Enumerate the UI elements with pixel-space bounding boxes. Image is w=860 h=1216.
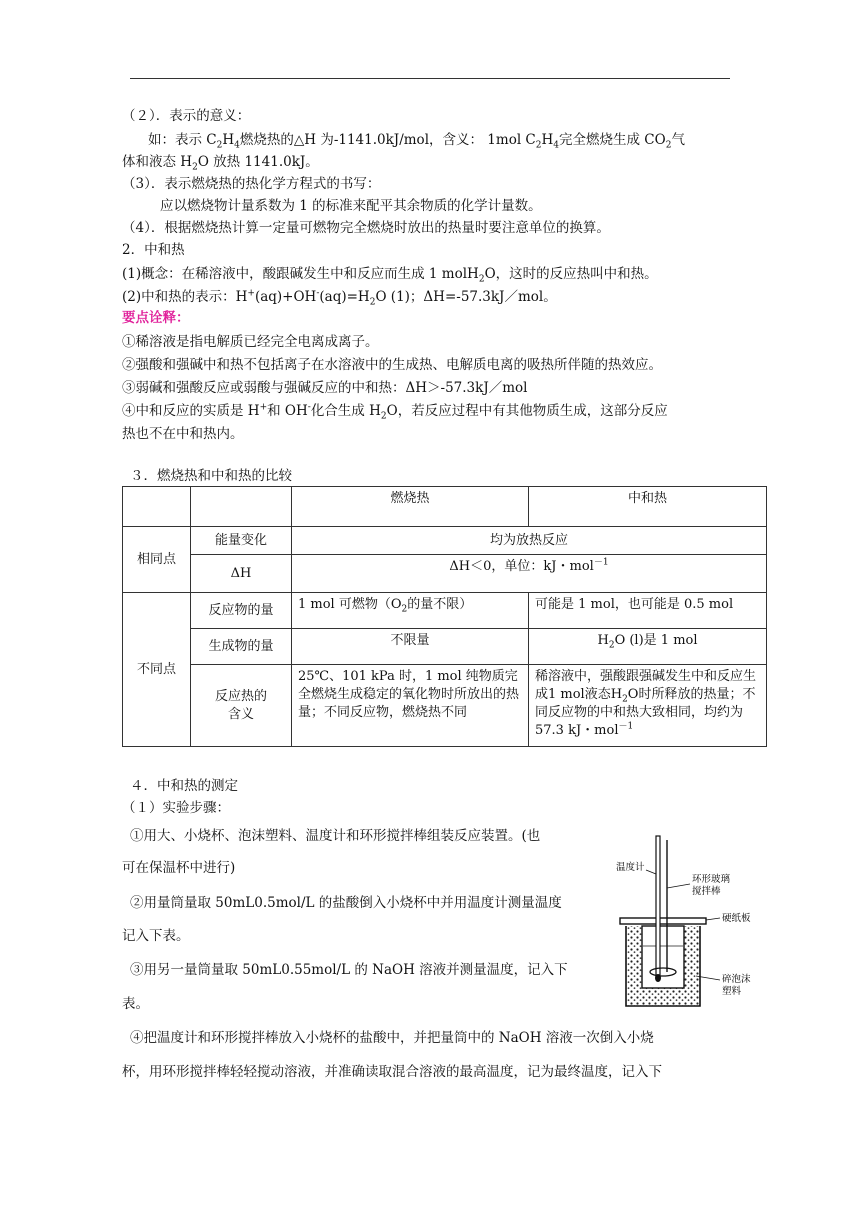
step-2: ②用量筒量取 50mL0.5mol/L 的盐酸倒入小烧杯中并用温度计测量温度 [130, 895, 562, 911]
reactant-label: 反应物的量 [191, 593, 292, 629]
label-stirrer: 环形玻璃搅拌棒 [692, 874, 731, 897]
product-neutral: $H_2O$ (l)是 1 mol [529, 629, 767, 665]
section2-example-line2: 体和液态 $H_2O$ 放热 1141.0kJ。 [122, 154, 319, 173]
comparison-table [122, 486, 767, 747]
label-board: 硬纸板 [722, 913, 751, 924]
step-1: ①用大、小烧杯、泡沫塑料、温度计和环形搅拌棒组装反应装置。(也 [130, 828, 541, 844]
dh-value: ΔH＜0，单位：kJ・mol$^{-1}$ [292, 555, 767, 593]
step-2-line2: 记入下表。 [122, 928, 190, 944]
meaning-neutral: 稀溶液中，强酸跟强碱发生中和反应生成1 mol液态$H_2O$时所释放的热量；不同反应物的中和热大致相同，均约为 57.3 kJ・mol$^{-1}$ [529, 665, 767, 747]
diff-label: 不同点 [123, 593, 191, 747]
key-point-4: ④中和反应的实质是 H+和 OH-化合生成 $H_2O$，若反应过程中有其他物质生成，这部分反应 [122, 402, 668, 422]
table-row [123, 555, 767, 593]
header-combustion: 燃烧热 [292, 487, 529, 527]
compare-heading: ３．燃烧热和中和热的比较 [130, 468, 292, 484]
section2-title: （２）．表示的意义： [122, 108, 251, 124]
table-row [123, 527, 767, 555]
header-neutral: 中和热 [529, 487, 767, 527]
section2-example: 如：表示 $C_2H_4$燃烧热的△H 为-1141.0kJ/mol，含义： 1mol $C_2H_4$完全燃烧生成 $CO_2$气 [148, 132, 685, 151]
table-header-row [123, 487, 767, 527]
calorimeter-figure [612, 834, 762, 1010]
same-label: 相同点 [123, 527, 191, 593]
section3-body: 应以燃烧物计量系数为 1 的标准来配平其余物质的化学计量数。 [160, 198, 542, 214]
neutral-expression: (2)中和热的表示：$H^+(aq)+OH^-(aq)=H_2O$ (1)；ΔH=-57.3kJ／mol。 [122, 288, 557, 308]
key-points-title: 要点诠释： [122, 310, 190, 326]
step-3: ③用另一量筒量取 50mL0.55mol/L 的 NaOH 溶液并测量温度，记入下 [130, 962, 568, 978]
step-1-line2: 可在保温杯中进行) [122, 860, 236, 876]
small-beaker [642, 926, 684, 988]
label-thermometer: 温度计 [616, 862, 645, 873]
energy-change-label: 能量变化 [191, 527, 292, 555]
step-3-line2: 表。 [122, 996, 149, 1012]
product-combustion: 不限量 [292, 629, 529, 665]
meaning-combustion: 25℃、101 kPa 时，1 mol 纯物质完全燃烧生成稳定的氧化物时所放出的热量；不同反应物，燃烧热不同 [292, 665, 529, 747]
meaning-label: 反应热的 含义 [191, 665, 292, 747]
step-4: ④把温度计和环形搅拌棒放入小烧杯的盐酸中，并把量筒中的 NaOH 溶液一次倒入小烧 [130, 1030, 654, 1046]
table-row [123, 629, 767, 665]
key-point-4-line2: 热也不在中和热内。 [122, 426, 244, 442]
reactant-neutral: 可能是 1 mol，也可能是 0.5 mol [529, 593, 767, 629]
steps-title: （１）实验步骤： [122, 800, 230, 816]
reactant-combustion: 1 mol 可燃物（$O_2$的量不限） [292, 593, 529, 629]
key-point-1: ①稀溶液是指电解质已经完全电离成离子。 [122, 334, 379, 350]
product-label: 生成物的量 [191, 629, 292, 665]
key-point-2: ②强酸和强碱中和热不包括离子在水溶液中的生成热、电解质电离的吸热所伴随的热效应。 [122, 357, 662, 373]
measure-heading: ４．中和热的测定 [130, 778, 238, 794]
section4-text: （4）．根据燃烧热计算一定量可燃物完全燃烧时放出的热量时要注意单位的换算。 [122, 220, 610, 236]
table-corner-cell [191, 487, 292, 527]
step-4-line2: 杯，用环形搅拌棒轻轻搅动溶液，并准确读取混合溶液的最高温度，记为最终温度，记入下 [122, 1064, 662, 1080]
cardboard-lid [620, 918, 706, 924]
thermometer-icon [656, 836, 660, 976]
neutral-concept: (1)概念：在稀溶液中，酸跟碱发生中和反应而生成 1 molH$_2$O，这时的反应热叫中和热。 [122, 266, 658, 285]
table-row [123, 665, 767, 747]
dh-label: ΔH [191, 555, 292, 593]
section3-title: （3）．表示燃烧热的热化学方程式的书写： [122, 176, 381, 192]
label-foam: 碎泡沫塑料 [722, 974, 751, 997]
neutral-heading: 2．中和热 [122, 242, 185, 258]
table-corner-cell [123, 487, 191, 527]
key-point-3: ③弱碱和强酸反应或弱酸与强碱反应的中和热：ΔH＞-57.3kJ／mol [122, 380, 528, 396]
table-row [123, 593, 767, 629]
header-rule [130, 78, 730, 79]
energy-change-value: 均为放热反应 [292, 527, 767, 555]
